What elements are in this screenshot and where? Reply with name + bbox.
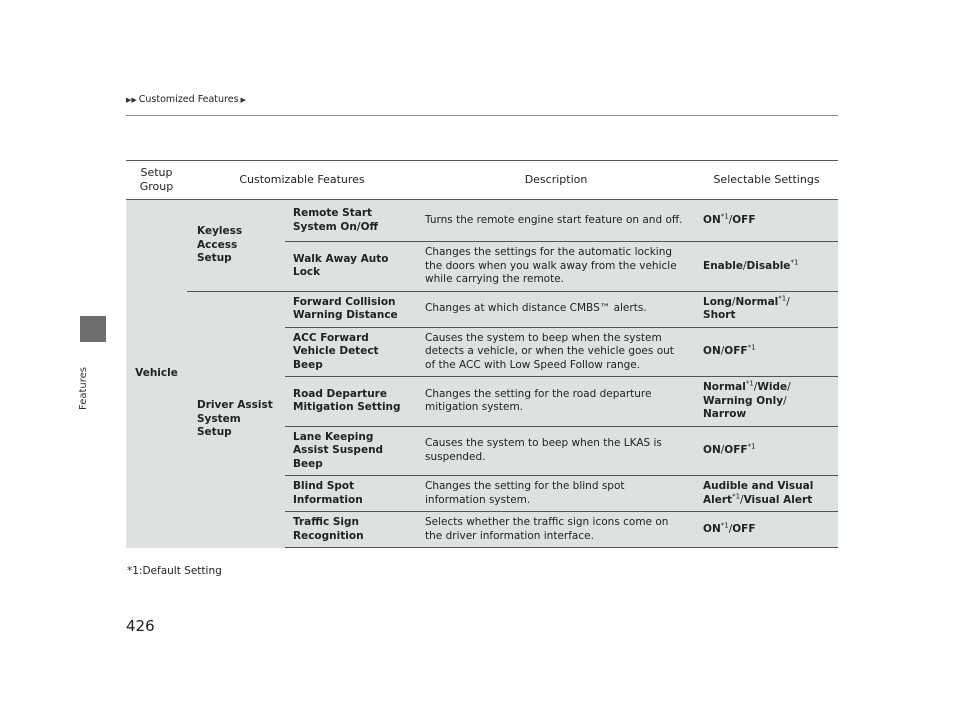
setting-option: Disable: [746, 259, 791, 272]
header-customizable-features: Customizable Features: [187, 161, 417, 200]
selectable-settings: [695, 476, 838, 512]
feature-name: Blind Spot Information: [285, 476, 417, 512]
setting-option: OFF: [724, 444, 748, 456]
setting-option: Warning Only: [703, 394, 784, 407]
default-setting-marker: *1: [790, 258, 799, 266]
page-number: 426: [126, 617, 155, 635]
setting-separator: /: [743, 259, 747, 272]
default-setting-marker: *1: [720, 521, 729, 530]
default-setting-marker: *1: [747, 442, 756, 451]
feature-description: Changes at which distance CMBS™ alerts.: [417, 291, 695, 327]
setting-separator: /: [720, 345, 725, 357]
table-body: [126, 200, 838, 548]
feature-description: Changes the settings for the automatic locking the doors when you walk away from the vehicle while carrying the remote.: [417, 242, 695, 292]
setting-option: Normal: [735, 295, 779, 308]
setting-separator: /: [728, 522, 733, 535]
setup-group-cell: Vehicle: [126, 200, 187, 548]
footnote: *1:Default Setting: [127, 565, 222, 577]
feature-description: Changes the setting for the road departure mitigation system.: [417, 377, 695, 427]
header-setup-group: [126, 161, 187, 200]
feature-name: Lane Keeping Assist Suspend Beep: [285, 426, 417, 476]
selectable-settings: [695, 377, 838, 427]
default-setting-marker: *1: [778, 294, 787, 302]
setting-option: Narrow: [703, 408, 747, 420]
section-tab-marker: [80, 316, 106, 342]
setting-option: Alert: [703, 493, 733, 506]
setting-option: ON: [703, 345, 721, 357]
selectable-settings: [695, 327, 838, 377]
feature-name: Walk Away Auto Lock: [285, 242, 417, 292]
section-side-label: Features: [78, 367, 89, 410]
setting-separator: /: [731, 295, 736, 308]
selectable-settings: [695, 242, 838, 292]
header-setup-group-text: Setup Group: [139, 166, 174, 193]
default-setting-marker: *1: [720, 212, 729, 221]
selectable-settings: [695, 200, 838, 242]
header-description: Description: [417, 161, 695, 200]
setting-option: ON: [703, 213, 721, 226]
breadcrumb: [126, 94, 246, 105]
setting-option: Audible and Visual: [703, 480, 814, 492]
setting-separator: /: [753, 381, 758, 393]
default-setting-marker: *1: [732, 492, 741, 500]
feature-name: Remote Start System On/Off: [285, 200, 417, 242]
feature-description: Changes the setting for the blind spot information system.: [417, 476, 695, 512]
setting-separator: /: [783, 394, 787, 407]
default-setting-marker: *1: [747, 343, 756, 352]
feature-name: Road Departure Mitigation Setting: [285, 377, 417, 427]
setting-option: OFF: [732, 213, 756, 226]
setting-separator: /: [786, 295, 790, 308]
feature-description: Selects whether the traffic sign icons come on the driver information interface.: [417, 512, 695, 548]
setting-option: Wide: [757, 381, 788, 393]
header-rule: [126, 115, 838, 116]
setting-separator: /: [728, 213, 733, 226]
setting-separator: /: [740, 493, 744, 506]
setting-option: OFF: [724, 345, 748, 357]
table-row: [126, 291, 838, 327]
subgroup-cell: Keyless Access Setup: [187, 200, 285, 292]
table-row: [126, 200, 838, 242]
setting-separator: /: [720, 444, 725, 456]
feature-name: ACC Forward Vehicle Detect Beep: [285, 327, 417, 377]
breadcrumb-arrow-icon: ▶▶: [126, 95, 137, 104]
setting-option: OFF: [732, 522, 756, 535]
setting-option: Visual Alert: [743, 493, 813, 506]
selectable-settings: [695, 426, 838, 476]
setting-option: Short: [703, 309, 736, 321]
setting-option: ON: [703, 444, 721, 456]
selectable-settings: [695, 291, 838, 327]
setting-option: Normal: [703, 381, 746, 393]
breadcrumb-arrow-icon: ▶: [240, 95, 246, 104]
default-setting-marker: *1: [745, 379, 754, 388]
selectable-settings: [695, 512, 838, 548]
feature-name: Traffic Sign Recognition: [285, 512, 417, 548]
setting-separator: /: [787, 381, 791, 393]
breadcrumb-section[interactable]: Customized Features: [138, 94, 239, 105]
header-selectable-settings: Selectable Settings: [695, 161, 838, 200]
setting-option: ON: [703, 522, 721, 535]
feature-description: Causes the system to beep when the LKAS is suspended.: [417, 426, 695, 476]
setting-option: Long: [703, 295, 732, 308]
setting-option: Enable: [703, 259, 743, 272]
feature-name: Forward Collision Warning Distance: [285, 291, 417, 327]
subgroup-cell: Driver Assist System Setup: [187, 291, 285, 548]
customizable-features-table: [126, 160, 838, 548]
feature-description: Causes the system to beep when the system detects a vehicle, or when the vehicle goes out of the ACC with Low Speed Follow range.: [417, 327, 695, 377]
feature-description: Turns the remote engine start feature on and off.: [417, 200, 695, 242]
